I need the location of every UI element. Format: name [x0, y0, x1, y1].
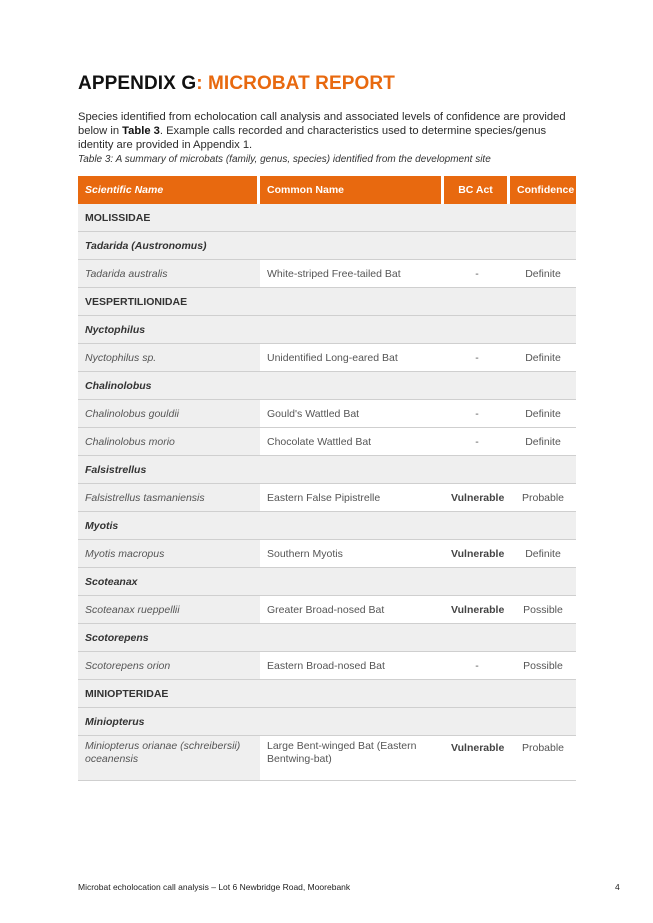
bc-act-cell: Vulnerable	[444, 540, 510, 568]
bc-act-cell: -	[444, 652, 510, 680]
scientific-name-cell: Tadarida australis	[78, 260, 260, 288]
common-name-cell: Chocolate Wattled Bat	[260, 428, 444, 456]
family-name: MINIOPTERIDAE	[78, 680, 576, 708]
genus-row	[78, 372, 576, 400]
genus-row	[78, 512, 576, 540]
table-row	[78, 400, 576, 428]
scientific-name-cell: Myotis macropus	[78, 540, 260, 568]
microbat-table	[78, 176, 576, 781]
bc-act-cell: -	[444, 344, 510, 372]
header-bc-act: BC Act	[444, 176, 510, 204]
genus-row	[78, 568, 576, 596]
family-name: MOLISSIDAE	[78, 204, 576, 232]
genus-name: Falsistrellus	[78, 456, 576, 484]
heading-prefix: APPENDIX G	[78, 73, 197, 94]
family-name: VESPERTILIONIDAE	[78, 288, 576, 316]
confidence-cell: Possible	[510, 652, 576, 680]
confidence-cell: Possible	[510, 596, 576, 624]
genus-row	[78, 456, 576, 484]
table-row	[78, 484, 576, 512]
table-row	[78, 540, 576, 568]
genus-name: Myotis	[78, 512, 576, 540]
bc-act-cell: Vulnerable	[444, 484, 510, 512]
heading-suffix: : MICROBAT REPORT	[196, 73, 395, 94]
family-row	[78, 204, 576, 232]
table-caption: Table 3: A summary of microbats (family, genus, species) identified from the development site	[78, 154, 491, 165]
appendix-heading	[78, 73, 395, 95]
common-name-cell: Unidentified Long-eared Bat	[260, 344, 444, 372]
confidence-cell: Probable	[510, 736, 576, 781]
confidence-cell: Definite	[510, 540, 576, 568]
genus-row	[78, 708, 576, 736]
common-name-cell: Eastern False Pipistrelle	[260, 484, 444, 512]
page-number: 4	[615, 882, 620, 892]
header-common-name: Common Name	[260, 176, 444, 204]
genus-row	[78, 624, 576, 652]
common-name-cell: Large Bent-winged Bat (Eastern Bentwing-bat)	[260, 736, 444, 781]
scientific-name-cell: Falsistrellus tasmaniensis	[78, 484, 260, 512]
family-row	[78, 680, 576, 708]
table-row	[78, 428, 576, 456]
confidence-cell: Probable	[510, 484, 576, 512]
table-row	[78, 344, 576, 372]
footer-title: Microbat echolocation call analysis – Lot 6 Newbridge Road, Moorebank	[78, 882, 351, 892]
genus-row	[78, 316, 576, 344]
header-confidence: Confidence	[510, 176, 576, 204]
scientific-name-cell: Chalinolobus morio	[78, 428, 260, 456]
common-name-cell: White-striped Free-tailed Bat	[260, 260, 444, 288]
intro-table-ref: Table 3	[122, 125, 160, 137]
confidence-cell: Definite	[510, 400, 576, 428]
table-row	[78, 260, 576, 288]
scientific-name-cell: Nyctophilus sp.	[78, 344, 260, 372]
bc-act-cell: -	[444, 400, 510, 428]
scientific-name-cell: Miniopterus orianae (schreibersii) oceanensis	[78, 736, 260, 781]
confidence-cell: Definite	[510, 260, 576, 288]
scientific-name-cell: Scotorepens orion	[78, 652, 260, 680]
bc-act-cell: Vulnerable	[444, 596, 510, 624]
intro-text-after: . Example calls recorded and characteristics used to determine species/genus identity are provided in Appendix 1.	[78, 125, 547, 151]
intro-text-before: Species identified from echolocation call analysis and associated levels of confidence are provided below in	[78, 111, 566, 137]
header-scientific-name: Scientific Name	[78, 176, 260, 204]
genus-name: Tadarida (Austronomus)	[78, 232, 576, 260]
table-row	[78, 652, 576, 680]
common-name-cell: Eastern Broad-nosed Bat	[260, 652, 444, 680]
family-row	[78, 288, 576, 316]
genus-name: Nyctophilus	[78, 316, 576, 344]
genus-name: Scotorepens	[78, 624, 576, 652]
common-name-cell: Southern Myotis	[260, 540, 444, 568]
genus-name: Chalinolobus	[78, 372, 576, 400]
table-header-row	[78, 176, 576, 204]
genus-row	[78, 232, 576, 260]
genus-name: Miniopterus	[78, 708, 576, 736]
intro-paragraph	[78, 110, 573, 152]
bc-act-cell: -	[444, 428, 510, 456]
common-name-cell: Greater Broad-nosed Bat	[260, 596, 444, 624]
confidence-cell: Definite	[510, 428, 576, 456]
table-row	[78, 596, 576, 624]
table-row	[78, 736, 576, 781]
scientific-name-cell: Scoteanax rueppellii	[78, 596, 260, 624]
confidence-cell: Definite	[510, 344, 576, 372]
genus-name: Scoteanax	[78, 568, 576, 596]
bc-act-cell: Vulnerable	[444, 736, 510, 781]
scientific-name-cell: Chalinolobus gouldii	[78, 400, 260, 428]
common-name-cell: Gould's Wattled Bat	[260, 400, 444, 428]
bc-act-cell: -	[444, 260, 510, 288]
